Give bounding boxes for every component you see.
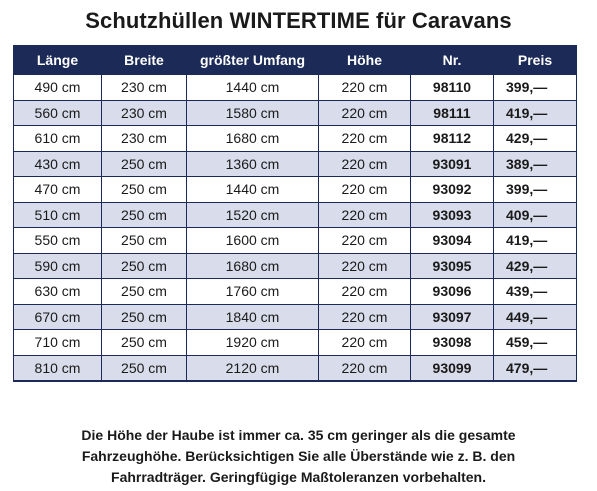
table-row [14,177,577,203]
cell-nr: 98111 [411,100,494,126]
footnote-line: Die Höhe der Haube ist immer ca. 35 cm geringer als die gesamte [81,427,516,443]
table-row [14,126,577,152]
cell-nr: 93094 [411,228,494,254]
cell-preis: 429,— [494,126,577,152]
cell-laenge: 550 cm [14,228,102,254]
price-table [13,45,577,382]
table-row [14,75,577,101]
cell-umfang: 2120 cm [187,355,319,381]
cell-umfang: 1580 cm [187,100,319,126]
cell-laenge: 610 cm [14,126,102,152]
cell-laenge: 810 cm [14,355,102,381]
table-row [14,228,577,254]
cell-laenge: 430 cm [14,151,102,177]
footnote-line: Fahrradträger. Geringfügige Maßtoleranzen vorbehalten. [111,469,486,485]
table-row [14,355,577,381]
cell-breite: 250 cm [102,228,187,254]
cell-breite: 250 cm [102,330,187,356]
cell-nr: 98112 [411,126,494,152]
cell-umfang: 1840 cm [187,304,319,330]
cell-hoehe: 220 cm [319,100,411,126]
cell-nr: 93091 [411,151,494,177]
header-laenge: Länge [14,46,102,75]
cell-nr: 93092 [411,177,494,203]
cell-preis: 399,— [494,75,577,101]
cell-umfang: 1680 cm [187,126,319,152]
table-row [14,100,577,126]
cell-umfang: 1440 cm [187,177,319,203]
cell-preis: 389,— [494,151,577,177]
header-umfang: größter Umfang [187,46,319,75]
page-title: Schutzhüllen WINTERTIME für Caravans [85,8,512,33]
header-row [14,46,577,75]
cell-preis: 419,— [494,228,577,254]
cell-hoehe: 220 cm [319,151,411,177]
cell-nr: 93095 [411,253,494,279]
cell-hoehe: 220 cm [319,202,411,228]
cell-laenge: 470 cm [14,177,102,203]
cell-laenge: 510 cm [14,202,102,228]
cell-preis: 409,— [494,202,577,228]
cell-nr: 93096 [411,279,494,305]
table-row [14,253,577,279]
cell-laenge: 590 cm [14,253,102,279]
cell-preis: 419,— [494,100,577,126]
cell-umfang: 1760 cm [187,279,319,305]
cell-breite: 230 cm [102,100,187,126]
cell-umfang: 1440 cm [187,75,319,101]
footnote-line: Fahrzeughöhe. Berücksichtigen Sie alle Überstände wie z. B. den [81,448,516,464]
cell-nr: 93099 [411,355,494,381]
cell-nr: 93097 [411,304,494,330]
cell-laenge: 710 cm [14,330,102,356]
cell-nr: 98110 [411,75,494,101]
cell-umfang: 1360 cm [187,151,319,177]
cell-hoehe: 220 cm [319,177,411,203]
cell-laenge: 490 cm [14,75,102,101]
cell-breite: 250 cm [102,279,187,305]
footnote [0,425,597,488]
cell-preis: 479,— [494,355,577,381]
cell-nr: 93093 [411,202,494,228]
cell-umfang: 1920 cm [187,330,319,356]
cell-hoehe: 220 cm [319,253,411,279]
cell-hoehe: 220 cm [319,75,411,101]
cell-umfang: 1680 cm [187,253,319,279]
cell-nr: 93098 [411,330,494,356]
table-body [14,75,577,381]
cell-breite: 250 cm [102,177,187,203]
table-row [14,202,577,228]
cell-hoehe: 220 cm [319,355,411,381]
cell-preis: 449,— [494,304,577,330]
cell-breite: 250 cm [102,151,187,177]
cell-umfang: 1520 cm [187,202,319,228]
cell-preis: 439,— [494,279,577,305]
header-hoehe: Höhe [319,46,411,75]
cell-breite: 250 cm [102,355,187,381]
table-header [14,46,577,75]
cell-preis: 399,— [494,177,577,203]
cell-breite: 230 cm [102,126,187,152]
cell-preis: 459,— [494,330,577,356]
table-row [14,304,577,330]
cell-breite: 250 cm [102,304,187,330]
table-row [14,279,577,305]
cell-hoehe: 220 cm [319,304,411,330]
cell-laenge: 630 cm [14,279,102,305]
header-breite: Breite [102,46,187,75]
cell-laenge: 560 cm [14,100,102,126]
cell-breite: 250 cm [102,253,187,279]
cell-hoehe: 220 cm [319,126,411,152]
cell-hoehe: 220 cm [319,330,411,356]
cell-hoehe: 220 cm [319,228,411,254]
cell-breite: 230 cm [102,75,187,101]
header-preis: Preis [494,46,577,75]
table-row [14,330,577,356]
header-nr: Nr. [411,46,494,75]
cell-umfang: 1600 cm [187,228,319,254]
cell-laenge: 670 cm [14,304,102,330]
cell-breite: 250 cm [102,202,187,228]
table-row [14,151,577,177]
cell-preis: 429,— [494,253,577,279]
cell-hoehe: 220 cm [319,279,411,305]
